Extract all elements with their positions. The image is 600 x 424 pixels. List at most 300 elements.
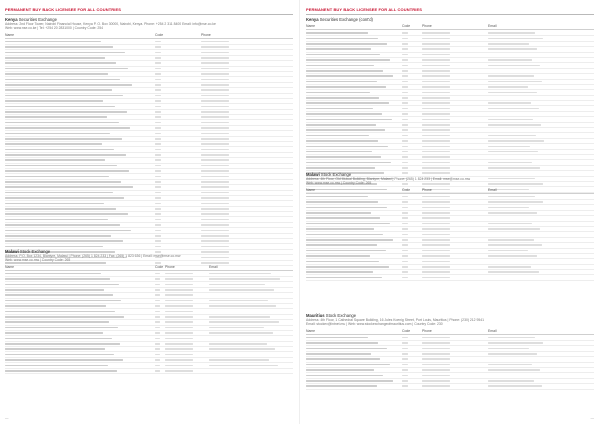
illegible-cell-text <box>201 95 229 97</box>
illegible-cell-text <box>306 135 369 137</box>
illegible-cell-text <box>155 100 161 102</box>
left-section-1-col-name: Name <box>5 32 15 37</box>
right-section-1-col-name: Name <box>306 24 316 28</box>
illegible-cell-text <box>306 244 377 246</box>
illegible-cell-text <box>306 32 368 34</box>
illegible-cell-text <box>402 81 408 83</box>
illegible-cell-text <box>306 337 368 339</box>
illegible-cell-text <box>306 97 379 99</box>
illegible-cell-text <box>402 234 408 236</box>
illegible-cell-text <box>306 146 388 148</box>
illegible-cell-text <box>422 162 450 164</box>
illegible-cell-text <box>488 38 543 40</box>
illegible-cell-text <box>5 127 130 129</box>
illegible-cell-text <box>306 201 378 203</box>
illegible-cell-text <box>306 239 393 241</box>
illegible-cell-text <box>402 151 408 153</box>
illegible-cell-text <box>209 343 267 345</box>
illegible-cell-text <box>5 165 117 167</box>
illegible-cell-text <box>5 100 103 102</box>
illegible-cell-text <box>402 92 408 94</box>
right-section-1-col-phone: Phone <box>422 24 432 28</box>
illegible-cell-text <box>5 116 107 118</box>
illegible-cell-text <box>165 370 193 372</box>
illegible-cell-text <box>155 186 161 188</box>
illegible-cell-text <box>165 294 193 296</box>
illegible-cell-text <box>155 311 160 313</box>
table-row <box>306 384 594 389</box>
illegible-cell-text <box>155 127 161 129</box>
illegible-cell-text <box>422 239 450 241</box>
right-section-1-col-code: Code <box>402 24 411 28</box>
illegible-cell-text <box>306 364 390 366</box>
illegible-cell-text <box>422 54 450 56</box>
illegible-cell-text <box>422 151 450 153</box>
illegible-cell-text <box>165 305 193 307</box>
left-section-1-col-phone: Phone <box>201 32 211 37</box>
illegible-cell-text <box>306 113 382 115</box>
illegible-cell-text <box>306 140 378 142</box>
illegible-cell-text <box>488 201 543 203</box>
illegible-cell-text <box>306 54 380 56</box>
illegible-cell-text <box>402 162 408 164</box>
illegible-cell-text <box>5 289 104 291</box>
illegible-cell-text <box>488 108 539 110</box>
illegible-cell-text <box>422 277 450 279</box>
illegible-cell-text <box>402 146 408 148</box>
left-section-2 <box>5 249 293 374</box>
illegible-cell-text <box>422 244 450 246</box>
right-section-1 <box>306 17 594 193</box>
illegible-cell-text <box>209 316 270 318</box>
illegible-cell-text <box>155 235 161 237</box>
illegible-cell-text <box>201 116 229 118</box>
illegible-cell-text <box>155 62 161 64</box>
illegible-cell-text <box>155 213 161 215</box>
illegible-cell-text <box>201 181 229 183</box>
illegible-cell-text <box>306 380 393 382</box>
illegible-cell-text <box>5 41 101 43</box>
illegible-cell-text <box>422 228 450 230</box>
illegible-cell-text <box>422 92 450 94</box>
illegible-cell-text <box>155 154 161 156</box>
illegible-cell-text <box>5 133 110 135</box>
illegible-cell-text <box>201 186 229 188</box>
illegible-cell-text <box>488 135 536 137</box>
illegible-cell-text <box>155 321 160 323</box>
illegible-cell-text <box>5 192 113 194</box>
illegible-cell-text <box>422 70 450 72</box>
illegible-cell-text <box>306 369 374 371</box>
illegible-cell-text <box>155 332 160 334</box>
illegible-cell-text <box>402 364 408 366</box>
illegible-cell-text <box>422 81 450 83</box>
illegible-cell-text <box>209 348 275 350</box>
illegible-cell-text <box>155 159 161 161</box>
illegible-cell-text <box>5 84 132 86</box>
illegible-cell-text <box>5 370 117 372</box>
illegible-cell-text <box>306 92 370 94</box>
illegible-cell-text <box>422 207 450 209</box>
illegible-cell-text <box>422 48 450 50</box>
illegible-cell-text <box>422 113 450 115</box>
illegible-cell-text <box>488 380 534 382</box>
illegible-cell-text <box>201 133 229 135</box>
left-section-2-title: Malawi Stock Exchange <box>5 249 51 254</box>
illegible-cell-text <box>402 201 408 203</box>
illegible-cell-text <box>488 102 531 104</box>
illegible-cell-text <box>422 201 450 203</box>
illegible-cell-text <box>306 348 387 350</box>
illegible-cell-text <box>201 230 229 232</box>
illegible-cell-text <box>155 348 160 350</box>
right-section-2-col-phone: Phone <box>422 187 432 192</box>
illegible-cell-text <box>155 84 161 86</box>
illegible-cell-text <box>201 68 229 70</box>
illegible-cell-text <box>402 32 408 34</box>
illegible-cell-text <box>488 124 541 126</box>
illegible-cell-text <box>5 343 120 345</box>
illegible-cell-text <box>155 208 161 210</box>
illegible-cell-text <box>155 79 161 81</box>
illegible-cell-text <box>155 240 161 242</box>
illegible-cell-text <box>155 246 161 248</box>
illegible-cell-text <box>488 196 535 198</box>
illegible-cell-text <box>422 146 450 148</box>
illegible-cell-text <box>488 212 537 214</box>
table-row <box>5 369 293 374</box>
illegible-cell-text <box>155 224 161 226</box>
illegible-cell-text <box>488 250 528 252</box>
illegible-cell-text <box>306 385 377 387</box>
illegible-cell-text <box>402 244 408 246</box>
right-section-2-column-headers <box>306 188 594 194</box>
illegible-cell-text <box>402 119 408 121</box>
illegible-cell-text <box>422 337 450 339</box>
right-section-3-address-2: Email: stockex@intnet.mu | Web: www.stockexchangeofmauritius.com | Country Code: 230 <box>306 322 443 327</box>
illegible-cell-text <box>155 165 161 167</box>
illegible-cell-text <box>488 43 529 45</box>
illegible-cell-text <box>155 294 160 296</box>
illegible-cell-text <box>155 203 161 205</box>
illegible-cell-text <box>201 127 229 129</box>
illegible-cell-text <box>422 342 450 344</box>
illegible-cell-text <box>402 65 408 67</box>
illegible-cell-text <box>155 116 161 118</box>
illegible-cell-text <box>422 255 450 257</box>
illegible-cell-text <box>488 140 544 142</box>
illegible-cell-text <box>402 261 408 263</box>
right-section-3-address-1: Address: 4th Floor, 1 Cathedral Square Building, 16 Jules Koenig Street, Port Louis, Mauritius | Phone: (230) 212 9541 <box>306 318 485 322</box>
illegible-cell-text <box>155 359 160 361</box>
illegible-cell-text <box>306 119 392 121</box>
illegible-cell-text <box>306 65 374 67</box>
illegible-cell-text <box>201 224 229 226</box>
illegible-cell-text <box>422 353 450 355</box>
illegible-cell-text <box>201 106 229 108</box>
right-section-3-col-phone: Phone <box>422 328 432 333</box>
left-running-header-title: PERMANENT BUY BACK LICENSEE FOR ALL COUNTRIES <box>5 7 121 12</box>
illegible-cell-text <box>155 338 160 340</box>
illegible-cell-text <box>488 48 537 50</box>
illegible-cell-text <box>165 289 193 291</box>
illegible-cell-text <box>201 143 229 145</box>
illegible-cell-text <box>422 364 450 366</box>
illegible-cell-text <box>402 271 408 273</box>
illegible-cell-text <box>306 43 387 45</box>
illegible-cell-text <box>488 146 530 148</box>
illegible-cell-text <box>422 369 450 371</box>
illegible-cell-text <box>155 343 160 345</box>
illegible-cell-text <box>5 294 113 296</box>
left-section-1-column-headers <box>5 33 293 39</box>
illegible-cell-text <box>488 32 535 34</box>
illegible-cell-text <box>306 102 389 104</box>
illegible-cell-text <box>155 89 161 91</box>
illegible-cell-text <box>5 273 101 275</box>
illegible-cell-text <box>165 365 193 367</box>
illegible-cell-text <box>306 228 374 230</box>
illegible-cell-text <box>402 217 408 219</box>
illegible-cell-text <box>306 108 373 110</box>
left-page-folio: — <box>5 416 9 420</box>
illegible-cell-text <box>488 119 533 121</box>
right-section-1-title: Kenya Securities Exchange (cont'd) <box>306 17 373 22</box>
illegible-cell-text <box>165 284 193 286</box>
illegible-cell-text <box>5 316 124 318</box>
illegible-cell-text <box>422 375 450 377</box>
left-section-2-col-code: Code <box>155 264 164 269</box>
illegible-cell-text <box>422 156 450 158</box>
illegible-cell-text <box>155 170 161 172</box>
illegible-cell-text <box>306 223 390 225</box>
illegible-cell-text <box>201 41 229 43</box>
illegible-cell-text <box>422 385 450 387</box>
right-section-3-title: Mauritius Stock Exchange <box>306 313 357 318</box>
right-running-header <box>306 6 594 15</box>
illegible-cell-text <box>155 354 160 356</box>
illegible-cell-text <box>402 255 408 257</box>
left-page <box>5 0 293 424</box>
illegible-cell-text <box>5 208 116 210</box>
illegible-cell-text <box>422 108 450 110</box>
illegible-cell-text <box>5 240 123 242</box>
illegible-cell-text <box>201 52 229 54</box>
illegible-cell-text <box>5 73 108 75</box>
illegible-cell-text <box>155 316 160 318</box>
illegible-cell-text <box>306 271 373 273</box>
illegible-cell-text <box>488 342 543 344</box>
illegible-cell-text <box>402 48 408 50</box>
left-section-1-title: Kenya Securities Exchange <box>5 17 57 22</box>
illegible-cell-text <box>402 277 408 279</box>
illegible-cell-text <box>5 111 127 113</box>
illegible-cell-text <box>155 122 161 124</box>
illegible-cell-text <box>5 230 131 232</box>
illegible-cell-text <box>5 52 125 54</box>
illegible-cell-text <box>488 207 529 209</box>
illegible-cell-text <box>488 385 542 387</box>
illegible-cell-text <box>209 365 278 367</box>
illegible-cell-text <box>5 311 115 313</box>
illegible-cell-text <box>488 151 538 153</box>
illegible-cell-text <box>402 43 408 45</box>
illegible-cell-text <box>402 228 408 230</box>
illegible-cell-text <box>5 186 133 188</box>
illegible-cell-text <box>209 300 268 302</box>
illegible-cell-text <box>165 338 193 340</box>
right-page-folio: — <box>590 416 594 420</box>
right-running-header-title: PERMANENT BUY BACK LICENSEE FOR ALL COUNTRIES <box>306 7 422 12</box>
left-section-1 <box>5 17 293 266</box>
illegible-cell-text <box>402 97 408 99</box>
illegible-cell-text <box>209 273 271 275</box>
left-section-2-address-1: Address: P.O. Box 1234, Blantyre, Malawi | Phone: (265) 1 824 233 | Fax: (265) 1 823 636 | Email: mse@mse.co.mw <box>5 254 181 258</box>
illegible-cell-text <box>155 106 161 108</box>
illegible-cell-text <box>155 143 161 145</box>
illegible-cell-text <box>402 108 408 110</box>
illegible-cell-text <box>201 165 229 167</box>
illegible-cell-text <box>422 119 450 121</box>
illegible-cell-text <box>402 135 408 137</box>
illegible-cell-text <box>5 57 105 59</box>
illegible-cell-text <box>402 102 408 104</box>
illegible-cell-text <box>422 59 450 61</box>
illegible-cell-text <box>402 140 408 142</box>
illegible-cell-text <box>155 278 160 280</box>
illegible-cell-text <box>155 149 161 151</box>
illegible-cell-text <box>209 278 280 280</box>
illegible-cell-text <box>402 156 408 158</box>
illegible-cell-text <box>402 250 408 252</box>
illegible-cell-text <box>165 327 193 329</box>
illegible-cell-text <box>5 305 106 307</box>
illegible-cell-text <box>165 354 193 356</box>
illegible-cell-text <box>201 57 229 59</box>
illegible-cell-text <box>488 223 532 225</box>
illegible-cell-text <box>5 46 113 48</box>
illegible-cell-text <box>402 266 408 268</box>
right-section-3-col-email: Email <box>488 328 497 333</box>
illegible-cell-text <box>201 122 229 124</box>
right-section-3-col-name: Name <box>306 328 316 333</box>
illegible-cell-text <box>306 234 383 236</box>
illegible-cell-text <box>422 261 450 263</box>
illegible-cell-text <box>5 246 103 248</box>
illegible-cell-text <box>488 59 532 61</box>
illegible-cell-text <box>5 68 128 70</box>
illegible-cell-text <box>402 129 408 131</box>
right-section-3-column-headers <box>306 329 594 335</box>
illegible-cell-text <box>165 321 193 323</box>
right-section-3-table <box>306 336 594 390</box>
illegible-cell-text <box>422 75 450 77</box>
illegible-cell-text <box>306 255 370 257</box>
illegible-cell-text <box>201 62 229 64</box>
illegible-cell-text <box>201 246 229 248</box>
illegible-cell-text <box>201 219 229 221</box>
illegible-cell-text <box>402 207 408 209</box>
illegible-cell-text <box>155 95 161 97</box>
illegible-cell-text <box>488 369 540 371</box>
right-section-1-table <box>306 31 594 193</box>
illegible-cell-text <box>402 38 408 40</box>
illegible-cell-text <box>155 289 160 291</box>
illegible-cell-text <box>402 223 408 225</box>
illegible-cell-text <box>402 196 408 198</box>
illegible-cell-text <box>306 353 371 355</box>
illegible-cell-text <box>5 95 123 97</box>
illegible-cell-text <box>488 348 529 350</box>
illegible-cell-text <box>488 266 531 268</box>
illegible-cell-text <box>155 300 160 302</box>
illegible-cell-text <box>488 75 534 77</box>
illegible-cell-text <box>422 250 450 252</box>
illegible-cell-text <box>155 138 161 140</box>
illegible-cell-text <box>306 86 386 88</box>
illegible-cell-text <box>201 84 229 86</box>
right-section-2-col-code: Code <box>402 187 411 192</box>
illegible-cell-text <box>488 353 537 355</box>
illegible-cell-text <box>201 46 229 48</box>
illegible-cell-text <box>155 176 161 178</box>
illegible-cell-text <box>5 176 109 178</box>
illegible-cell-text <box>5 332 103 334</box>
illegible-cell-text <box>5 348 105 350</box>
illegible-cell-text <box>201 149 229 151</box>
illegible-cell-text <box>201 111 229 113</box>
illegible-cell-text <box>422 97 450 99</box>
illegible-cell-text <box>209 327 264 329</box>
illegible-cell-text <box>165 300 193 302</box>
illegible-cell-text <box>422 43 450 45</box>
illegible-cell-text <box>422 217 450 219</box>
illegible-cell-text <box>5 79 120 81</box>
illegible-cell-text <box>402 348 408 350</box>
right-section-2-address-1: Address: 4th Floor, Old Mutual Building, Blantyre, Malawi | Phone: (265) 1 824 233 | Email: mse@mse.co.mw <box>306 177 471 181</box>
illegible-cell-text <box>488 92 537 94</box>
illegible-cell-text <box>402 353 408 355</box>
illegible-cell-text <box>201 192 229 194</box>
illegible-cell-text <box>488 337 535 339</box>
illegible-cell-text <box>306 129 385 131</box>
illegible-cell-text <box>165 332 193 334</box>
right-page <box>306 0 594 424</box>
illegible-cell-text <box>201 100 229 102</box>
left-section-1-table <box>5 40 293 266</box>
illegible-cell-text <box>155 52 161 54</box>
illegible-cell-text <box>402 86 408 88</box>
right-section-2 <box>306 172 594 281</box>
illegible-cell-text <box>5 224 120 226</box>
illegible-cell-text <box>5 62 116 64</box>
illegible-cell-text <box>306 261 379 263</box>
illegible-cell-text <box>201 197 229 199</box>
illegible-cell-text <box>488 65 540 67</box>
illegible-cell-text <box>422 196 450 198</box>
illegible-cell-text <box>165 311 193 313</box>
illegible-cell-text <box>201 170 229 172</box>
illegible-cell-text <box>155 68 161 70</box>
illegible-cell-text <box>402 124 408 126</box>
illegible-cell-text <box>5 359 123 361</box>
illegible-cell-text <box>402 337 408 339</box>
illegible-cell-text <box>5 203 104 205</box>
illegible-cell-text <box>402 70 408 72</box>
left-section-1-address-2: Web: www.nse.co.ke | Tel: +254 20 2831000 | Country Code: 254 <box>5 26 104 31</box>
illegible-cell-text <box>402 59 408 61</box>
illegible-cell-text <box>165 359 193 361</box>
